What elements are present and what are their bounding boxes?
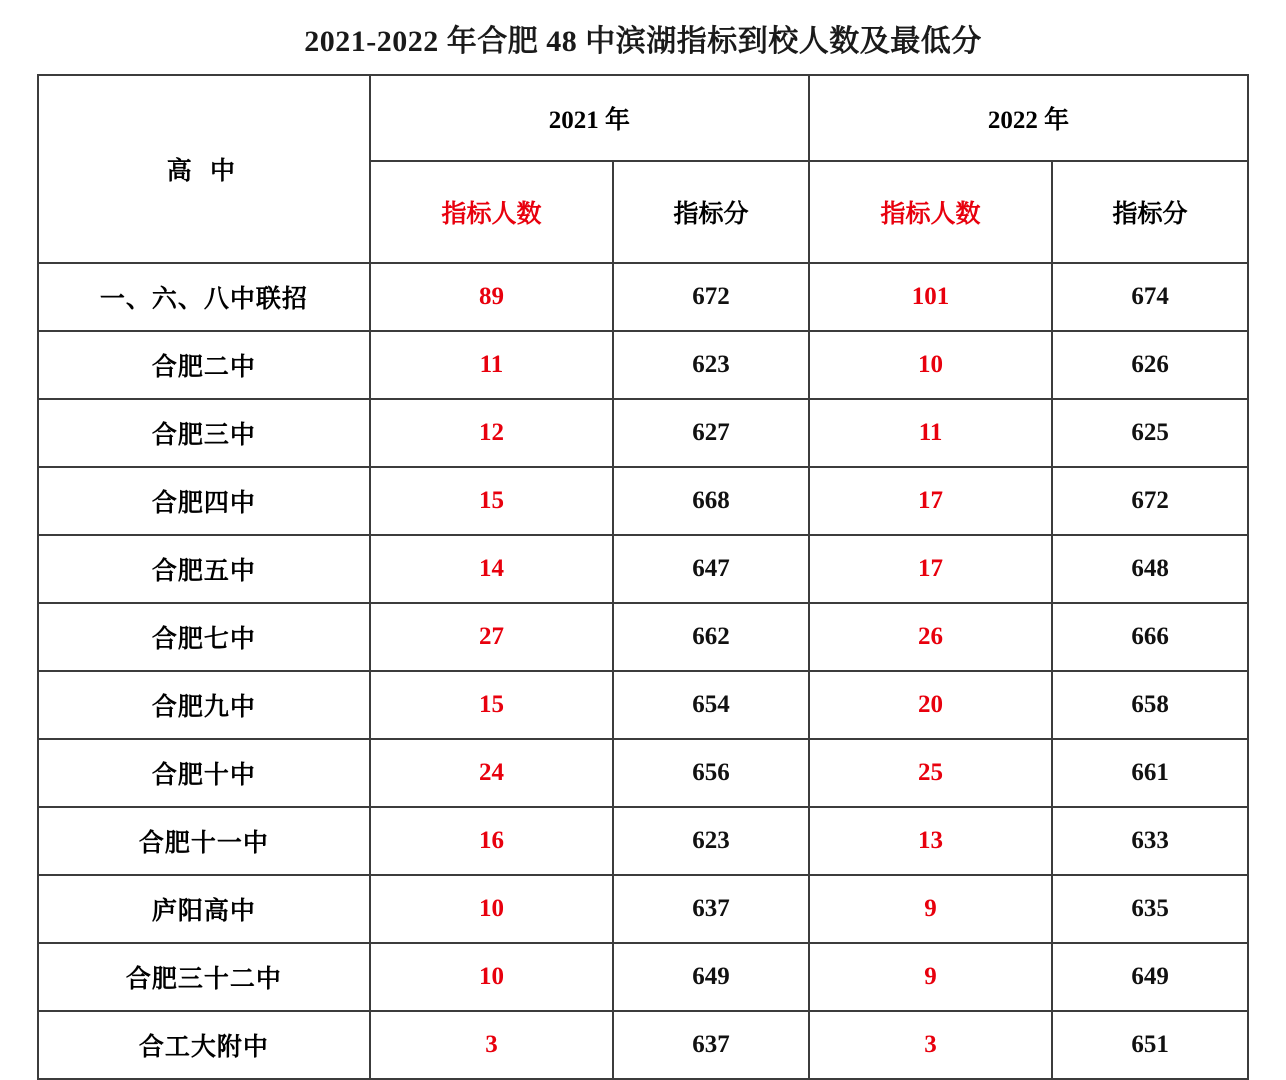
cell-school: 合肥十一中 [38, 807, 370, 875]
cell-score-2022: 648 [1052, 535, 1248, 603]
cell-count-2022: 11 [809, 399, 1052, 467]
table-row [38, 1011, 1248, 1079]
cell-score-2021: 654 [613, 671, 809, 739]
cell-school: 合肥五中 [38, 535, 370, 603]
cell-school: 合肥四中 [38, 467, 370, 535]
cell-count-2022: 20 [809, 671, 1052, 739]
cell-school: 合肥九中 [38, 671, 370, 739]
page-title: 2021-2022 年合肥 48 中滨湖指标到校人数及最低分 [304, 25, 982, 58]
cell-count-2022: 26 [809, 603, 1052, 671]
table-row [38, 331, 1248, 399]
header-score-2022: 指标分 [1052, 161, 1248, 263]
cell-count-2022: 17 [809, 535, 1052, 603]
cell-count-2021: 14 [370, 535, 613, 603]
cell-school: 一、六、八中联招 [38, 263, 370, 331]
cell-count-2022: 10 [809, 331, 1052, 399]
header-school: 高 中 [38, 75, 370, 263]
cell-score-2022: 661 [1052, 739, 1248, 807]
header-year-2022: 2022 年 [809, 75, 1248, 161]
cell-count-2022: 25 [809, 739, 1052, 807]
cell-score-2021: 623 [613, 807, 809, 875]
cell-count-2021: 15 [370, 467, 613, 535]
header-year-2021: 2021 年 [370, 75, 809, 161]
table-row [38, 739, 1248, 807]
cell-school: 合肥三十二中 [38, 943, 370, 1011]
cell-score-2022: 633 [1052, 807, 1248, 875]
cell-count-2021: 89 [370, 263, 613, 331]
cell-count-2021: 3 [370, 1011, 613, 1079]
cell-count-2022: 3 [809, 1011, 1052, 1079]
cell-count-2021: 11 [370, 331, 613, 399]
cell-score-2021: 649 [613, 943, 809, 1011]
cell-score-2022: 666 [1052, 603, 1248, 671]
cell-score-2022: 651 [1052, 1011, 1248, 1079]
table-row [38, 467, 1248, 535]
table-row [38, 535, 1248, 603]
cell-school: 合肥三中 [38, 399, 370, 467]
cell-score-2021: 627 [613, 399, 809, 467]
cell-score-2022: 635 [1052, 875, 1248, 943]
cell-count-2022: 101 [809, 263, 1052, 331]
cell-score-2021: 637 [613, 875, 809, 943]
header-count-2022: 指标人数 [809, 161, 1052, 263]
table-row [38, 807, 1248, 875]
table-row [38, 875, 1248, 943]
cell-count-2021: 27 [370, 603, 613, 671]
table-row [38, 943, 1248, 1011]
cell-count-2022: 9 [809, 875, 1052, 943]
cell-count-2022: 17 [809, 467, 1052, 535]
cell-count-2021: 12 [370, 399, 613, 467]
cell-score-2021: 672 [613, 263, 809, 331]
cell-score-2022: 674 [1052, 263, 1248, 331]
cell-score-2022: 658 [1052, 671, 1248, 739]
cell-school: 合肥二中 [38, 331, 370, 399]
cell-count-2021: 24 [370, 739, 613, 807]
cell-score-2022: 625 [1052, 399, 1248, 467]
cell-count-2022: 9 [809, 943, 1052, 1011]
cell-score-2021: 637 [613, 1011, 809, 1079]
cell-score-2022: 626 [1052, 331, 1248, 399]
header-count-2021: 指标人数 [370, 161, 613, 263]
cell-count-2021: 10 [370, 875, 613, 943]
cell-score-2021: 656 [613, 739, 809, 807]
indicator-table [37, 74, 1249, 1080]
cell-count-2022: 13 [809, 807, 1052, 875]
cell-school: 合工大附中 [38, 1011, 370, 1079]
cell-count-2021: 10 [370, 943, 613, 1011]
cell-score-2022: 649 [1052, 943, 1248, 1011]
cell-score-2021: 647 [613, 535, 809, 603]
cell-school: 合肥七中 [38, 603, 370, 671]
table-row [38, 263, 1248, 331]
table-row [38, 399, 1248, 467]
cell-count-2021: 15 [370, 671, 613, 739]
table-body [38, 263, 1248, 1079]
cell-school: 庐阳高中 [38, 875, 370, 943]
cell-school: 合肥十中 [38, 739, 370, 807]
table-row [38, 671, 1248, 739]
table-row [38, 603, 1248, 671]
cell-count-2021: 16 [370, 807, 613, 875]
table-header [38, 75, 1248, 263]
cell-score-2022: 672 [1052, 467, 1248, 535]
header-score-2021: 指标分 [613, 161, 809, 263]
cell-score-2021: 668 [613, 467, 809, 535]
cell-score-2021: 662 [613, 603, 809, 671]
cell-score-2021: 623 [613, 331, 809, 399]
